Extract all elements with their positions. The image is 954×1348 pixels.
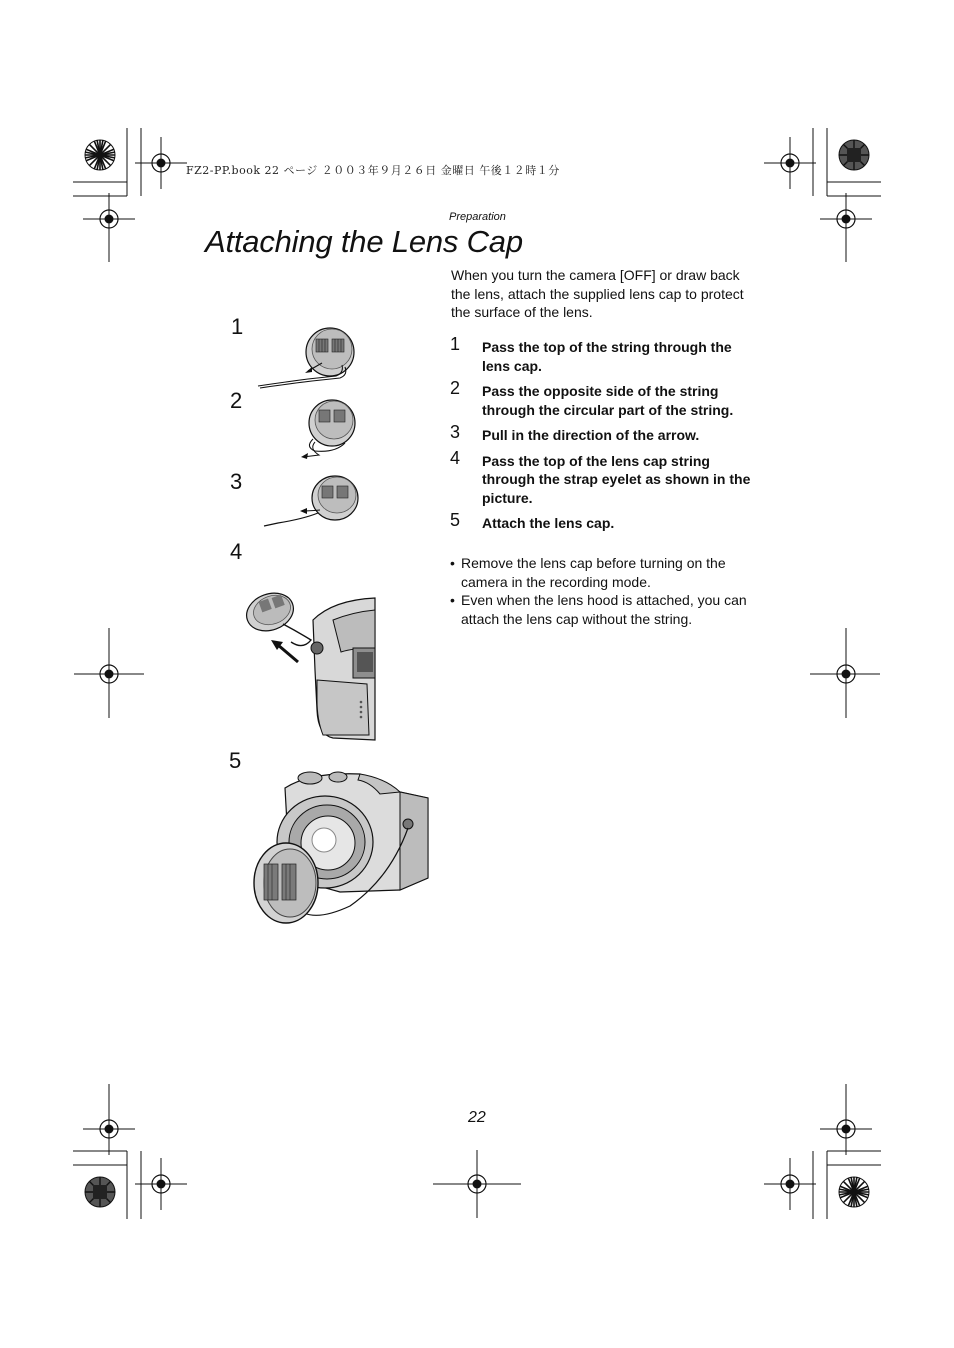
step-item [450,510,755,533]
lens-cap-icon [295,395,365,465]
registration-mark-icon [764,137,816,189]
step-number: 2 [450,378,461,398]
lens-cap-icon [258,473,363,533]
camera-icon [250,768,435,928]
registration-mark-icon [135,137,187,189]
step-item [450,378,755,419]
step-number: 1 [450,334,461,354]
page-title: Attaching the Lens Cap [205,224,523,259]
registration-mark-icon [85,140,115,170]
step-item [450,422,755,445]
registration-mark-icon [839,1177,869,1207]
camera-icon [243,590,378,742]
step-list [450,334,755,533]
figure-label-3: 3 [230,469,243,494]
note-text: Even when the lens hood is attached, you can attach the lens cap without the string. [461,592,747,627]
registration-mark-icon [764,1158,816,1210]
figure-label-1: 1 [231,314,244,339]
step-number: 4 [450,447,461,468]
note-item: • Even when the lens hood is attached, you can attach the lens cap without the string. [450,592,747,627]
step-text: Pull in the direction of the arrow. [482,427,700,443]
figure-label-2: 2 [230,388,243,413]
step-number: 3 [450,422,461,442]
figure-label-5: 5 [229,748,242,773]
step-item [450,334,755,375]
notes-list [450,554,755,628]
step-number: 5 [450,510,461,530]
page-number: 22 [468,1109,486,1126]
registration-mark-icon [135,1158,187,1210]
intro-text: When you turn the camera [OFF] or draw back the lens, attach the supplied lens cap to protect the surface of the lens. [451,267,744,320]
lens-cap-icon [250,315,365,395]
step-text: Pass the top of the string through the lens cap. [482,339,732,374]
registration-mark-icon [839,140,869,170]
step-text: Pass the opposite side of the string through the circular part of the string. [482,383,734,418]
note-item: • Remove the lens cap before turning on the camera in the recording mode. [450,555,726,590]
print-header: FZ2-PP.book 22 ページ ２００３年９月２６日 金曜日 午後１２時１分 [186,164,560,177]
figure-label-4: 4 [230,539,243,564]
registration-mark-icon [85,1177,115,1207]
step-item [450,447,755,508]
step-text: Pass the top of the lens cap string through the strap eyelet as shown in the picture. [482,452,751,506]
note-text: Remove the lens cap before turning on the camera in the recording mode. [461,555,726,590]
section-label: Preparation [449,211,506,223]
step-text: Attach the lens cap. [482,515,615,531]
